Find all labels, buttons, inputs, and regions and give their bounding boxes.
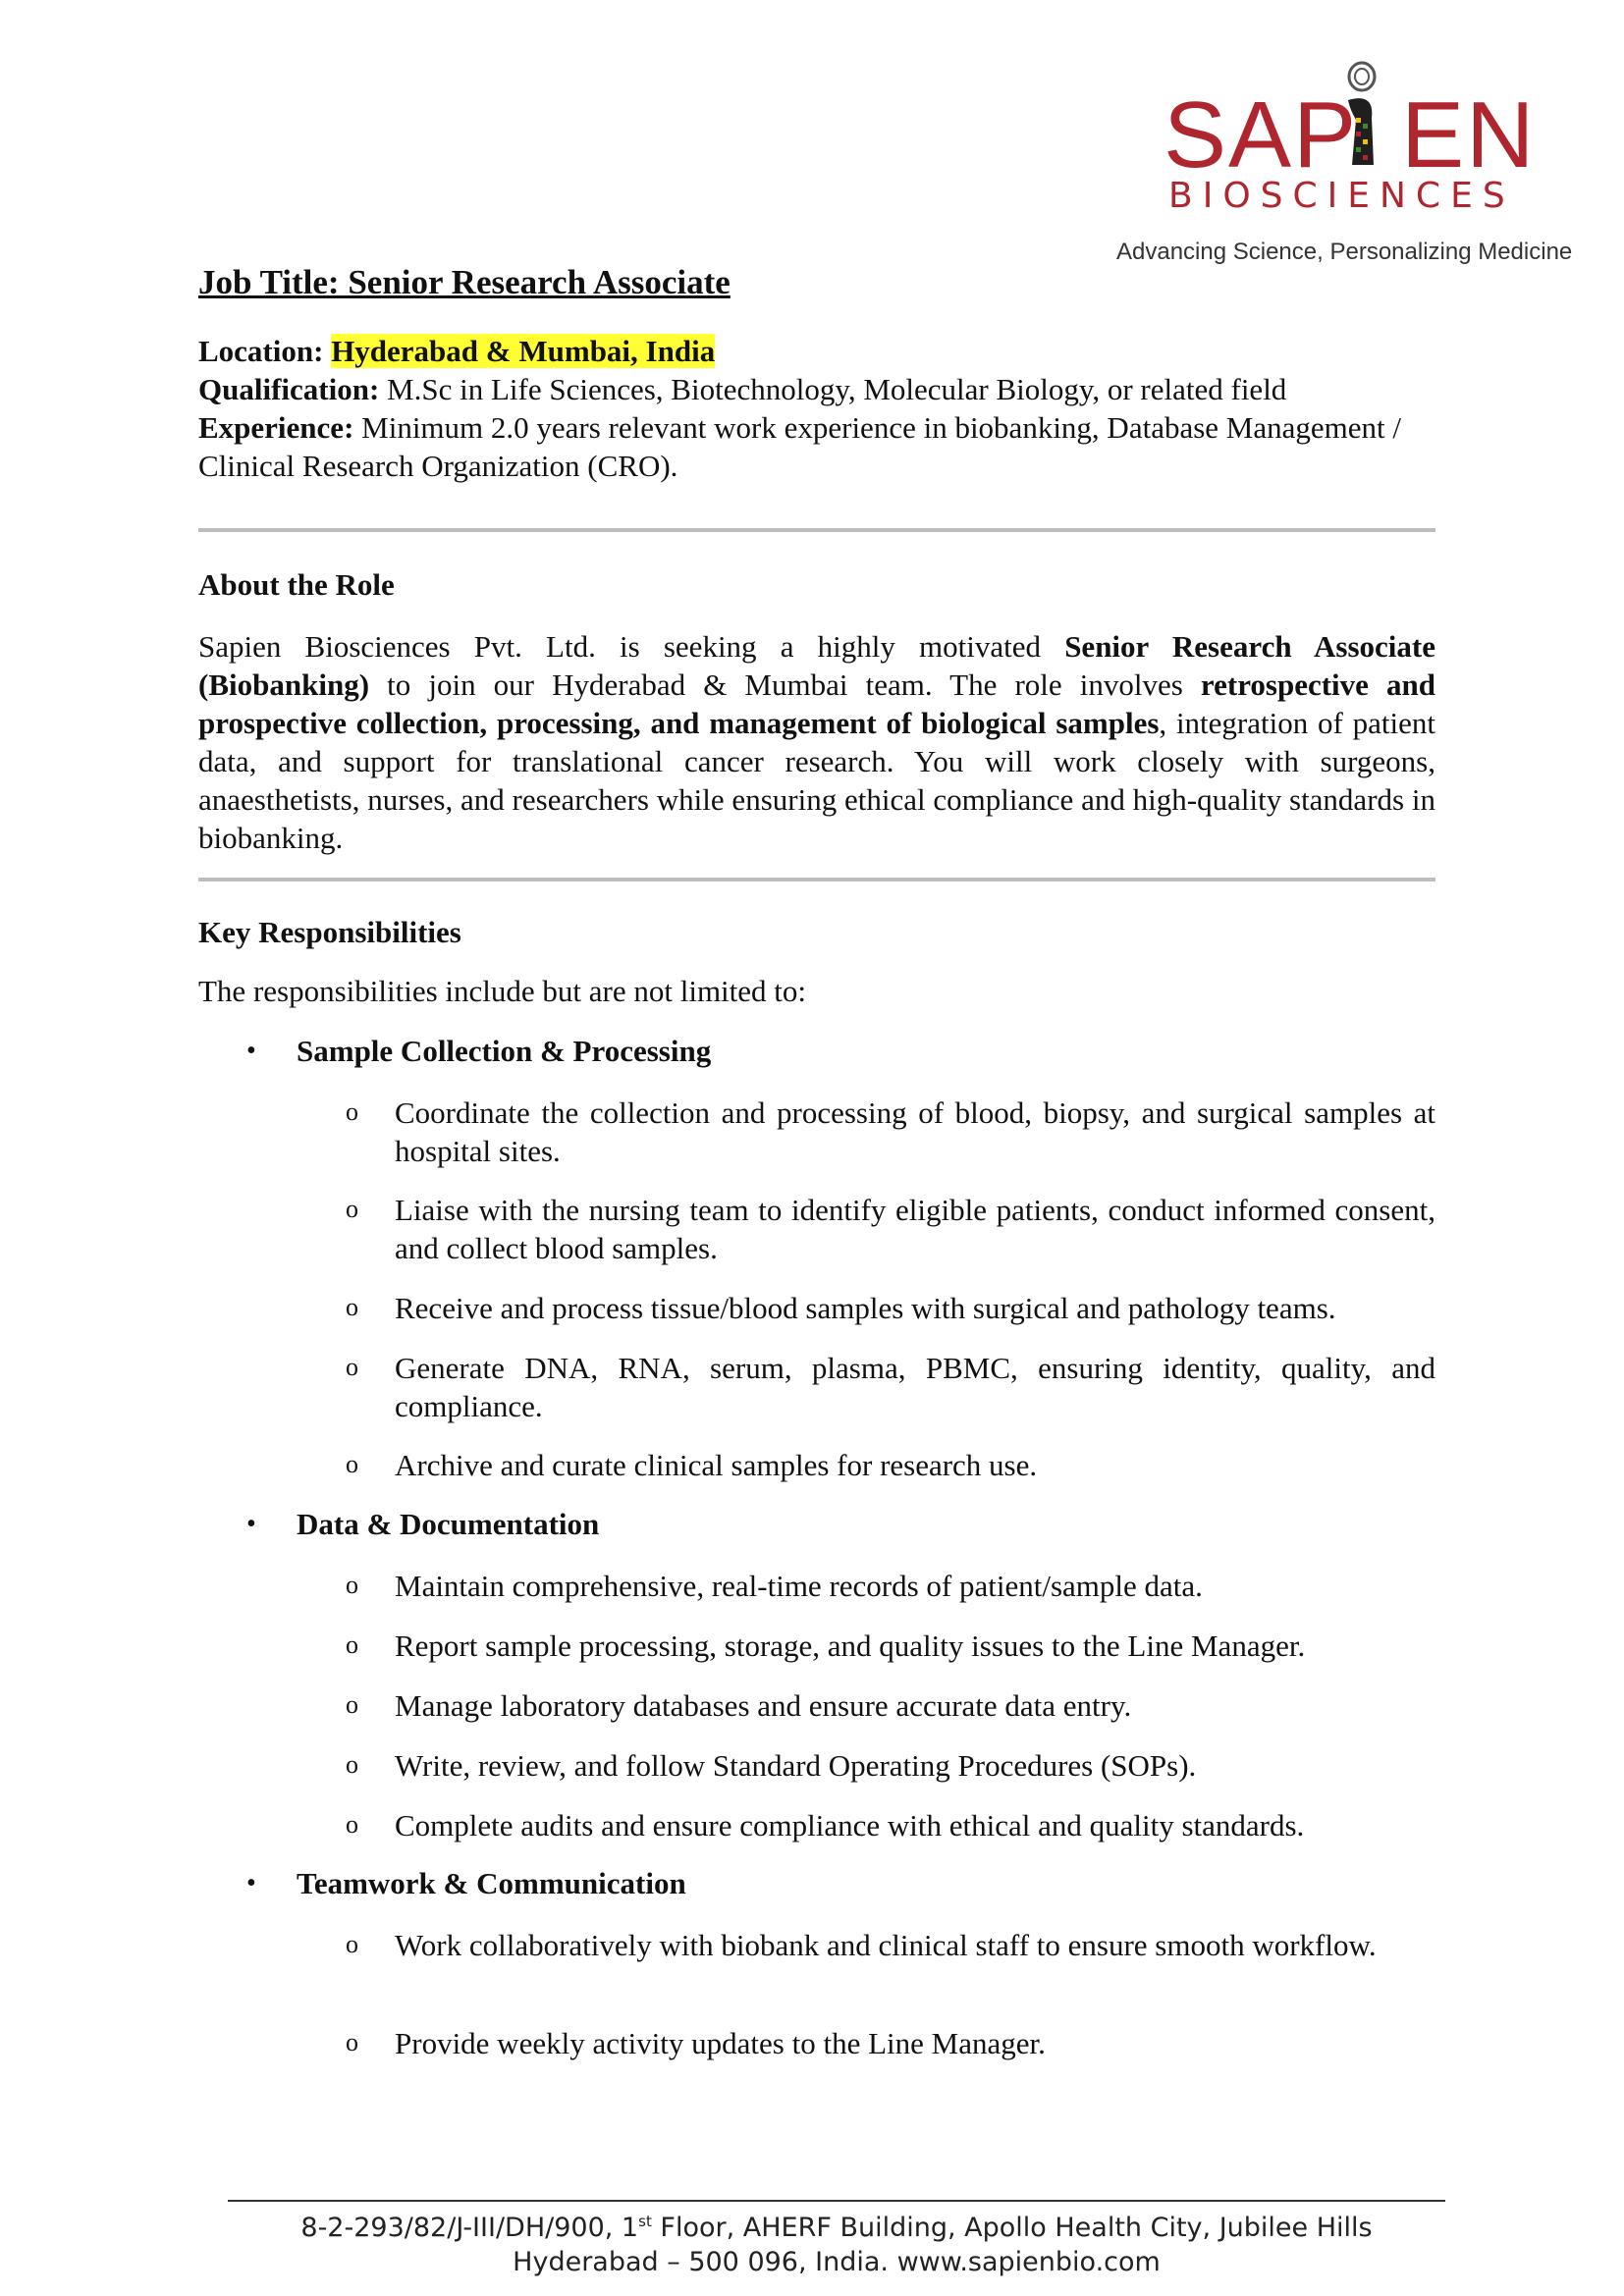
list-item: Complete audits and ensure compliance with ethical and quality standards. [395, 1808, 1305, 1842]
list-item: Manage laboratory databases and ensure accurate data entry. [395, 1688, 1132, 1723]
about-text-1: Sapien Biosciences Pvt. Ltd. is seeking a highly motivated [198, 629, 1065, 664]
sub-bullet-icon: o [346, 1195, 358, 1223]
company-logo [1164, 59, 1537, 226]
about-text-3: , integration of patient data, and support for translational cancer research. You will work closely with surgeons, anaesthetists, nurses, and researchers while ensuring ethical compliance and high-quality standards in biobanking. [198, 706, 1435, 855]
bullet-icon: • [246, 1036, 256, 1066]
experience-label: Experience: [198, 410, 354, 445]
sub-bullet-icon: o [346, 1450, 358, 1478]
group-label: Sample Collection & Processing [297, 1034, 712, 1068]
sub-bullet-icon: o [346, 1690, 358, 1719]
sub-bullet-icon: o [346, 1353, 358, 1381]
sub-bullet-icon: o [346, 2028, 358, 2056]
location-line [198, 332, 1445, 370]
list-item: Receive and process tissue/blood samples with surgical and pathology teams. [395, 1291, 1336, 1325]
list-item: Coordinate the collection and processing of blood, biopsy, and surgical samples at hospital sites. [395, 1095, 1435, 1168]
location-label: Location: [198, 334, 324, 368]
job-info [198, 332, 1445, 485]
about-paragraph [198, 627, 1435, 857]
list-item: Archive and curate clinical samples for research use. [395, 1448, 1038, 1482]
list-item: Work collaboratively with biobank and clinical staff to ensure smooth workflow. [395, 1928, 1377, 1962]
page-title: Job Title: Senior Research Associate [198, 263, 731, 301]
list-item: Liaise with the nursing team to identify eligible patients, conduct informed consent, and collect blood samples. [395, 1193, 1435, 1265]
list-item: Provide weekly activity updates to the Line Manager. [395, 2026, 1046, 2060]
divider [198, 878, 1435, 881]
list-item: Generate DNA, RNA, serum, plasma, PBMC, ensuring identity, quality, and compliance. [395, 1351, 1435, 1423]
logo-wordmark-right: EN [1401, 82, 1537, 187]
logo-wordmark-left: SAP [1164, 82, 1359, 187]
footer-address-line-2: Hyderabad – 500 096, India. www.sapienbio.com [513, 2247, 1161, 2277]
footer-address-sup: st [638, 2213, 652, 2230]
about-bold-2: retrospective and prospective collection, processing, and management of biological samples [198, 667, 1435, 740]
logo-subtitle: BIOSCIENCES [1168, 176, 1515, 216]
sub-bullet-icon: o [346, 1750, 358, 1779]
sub-bullet-icon: o [346, 1930, 358, 1958]
logo-wordmark [1164, 82, 1537, 187]
experience-line [198, 408, 1445, 485]
qualification-line [198, 370, 1445, 408]
list-item: Write, review, and follow Standard Operating Procedures (SOPs). [395, 1748, 1197, 1783]
qualification-label: Qualification: [198, 372, 380, 406]
about-bold-1: Senior Research Associate (Biobanking) [198, 629, 1436, 702]
sub-bullet-icon: o [346, 1810, 358, 1839]
group-label: Data & Documentation [297, 1507, 600, 1541]
responsibilities-heading: Key Responsibilities [198, 915, 461, 949]
sub-bullet-icon: o [346, 1630, 358, 1659]
experience-value: Minimum 2.0 years relevant work experience in biobanking, Database Management / Clinical Research Organization (CRO). [198, 410, 1401, 483]
sub-bullet-icon: o [346, 1293, 358, 1321]
footer-divider [228, 2200, 1445, 2202]
sub-bullet-icon: o [346, 1571, 358, 1599]
footer-address-part: Floor, AHERF Building, Apollo Health City, Jubilee Hills [651, 2213, 1373, 2243]
footer-address-line-1 [228, 2213, 1445, 2243]
about-heading: About the Role [198, 567, 395, 602]
footer-address-part: 8-2-293/82/J-III/DH/900, 1 [300, 2213, 639, 2243]
about-text-2: to join our Hyderabad & Mumbai team. The role involves [369, 667, 1201, 702]
divider [198, 528, 1435, 532]
bullet-icon: • [246, 1868, 256, 1898]
bullet-icon: • [246, 1509, 256, 1539]
sub-bullet-icon: o [346, 1097, 358, 1126]
list-item: Maintain comprehensive, real-time records of patient/sample data. [395, 1569, 1203, 1603]
list-item: Report sample processing, storage, and quality issues to the Line Manager. [395, 1629, 1306, 1663]
qualification-value: M.Sc in Life Sciences, Biotechnology, Molecular Biology, or related field [379, 372, 1287, 406]
location-value: Hyderabad & Mumbai, India [331, 334, 716, 368]
responsibilities-intro: The responsibilities include but are not limited to: [198, 974, 807, 1008]
logo-tagline: Advancing Science, Personalizing Medicine [1116, 239, 1573, 265]
group-label: Teamwork & Communication [297, 1866, 686, 1900]
